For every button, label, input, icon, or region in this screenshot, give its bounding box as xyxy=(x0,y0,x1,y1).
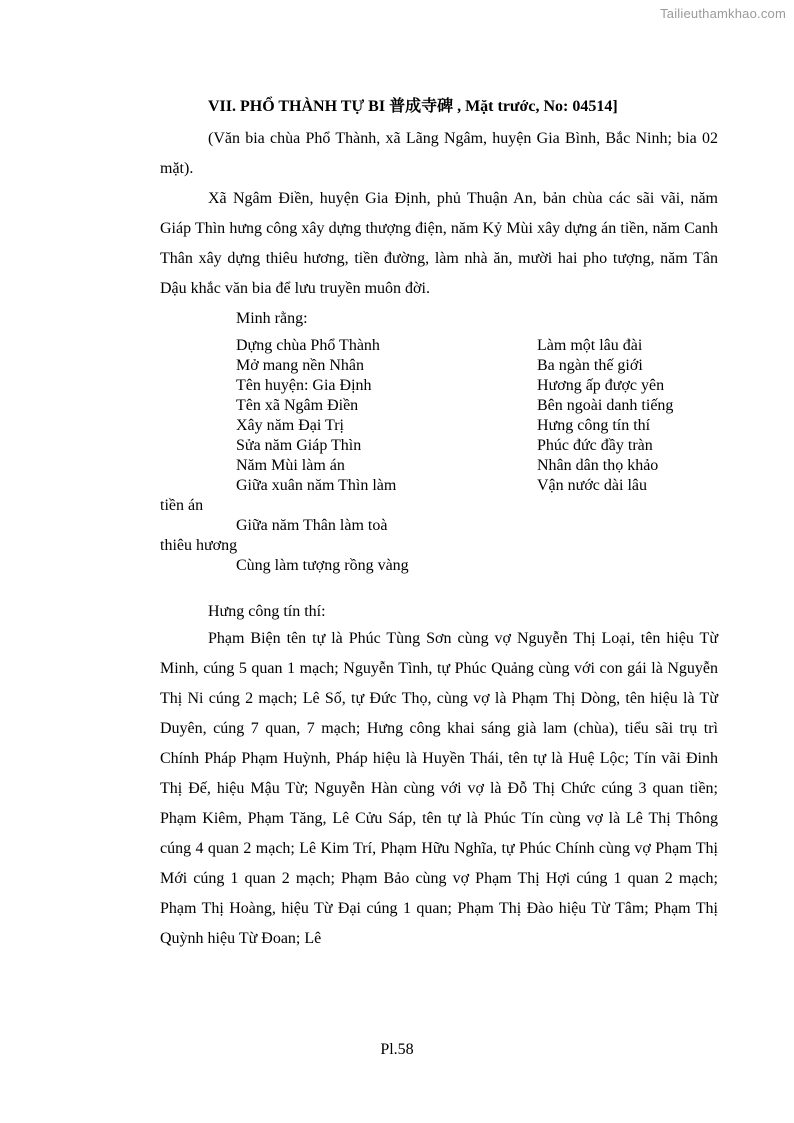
poem-line: Tên huyện: Gia Định xyxy=(236,377,372,394)
poem-line: Sửa năm Giáp Thìn xyxy=(236,437,362,454)
poem-line: Phúc đức đầy tràn xyxy=(537,437,653,454)
intro-paragraph: (Văn bia chùa Phổ Thành, xã Lãng Ngâm, huyện Gia Bình, Bắc Ninh; bia 02 mặt). xyxy=(160,130,718,177)
section-title: VII. PHỔ THÀNH TỰ BI 普成寺碑 , Mặt trước, No: 04514] xyxy=(208,98,618,115)
poem xyxy=(160,336,718,576)
body-paragraph-2: Phạm Biện tên tự là Phúc Tùng Sơn cùng vợ Nguyễn Thị Loại, tên hiệu Từ Minh, cúng 5 quan 1 mạch; Nguyễn Tình, tự Phúc Quảng cùng với con gái là Nguyễn Thị Ni cúng 2 mạch; Lê Số, tự Đức Thọ, cùng vợ là Phạm Thị Dòng, tên hiệu là Từ Duyên, cúng 7 quan, 7 mạch; Hưng công khai sáng già lam (chùa), tiểu sãi trụ trì Chính Pháp Phạm Huỳnh, Pháp hiệu là Huyền Thái, tên tự là Huệ Lộc; Tín vãi Đinh Thị Đế, hiệu Mậu Từ; Nguyễn Hàn cùng với vợ là Đỗ Thị Chức cúng 3 quan tiền; Phạm Kiêm, Phạm Tăng, Lê Cửu Sáp, tên tự là Phúc Tín cùng vợ là Lê Thị Thông cúng 4 quan 2 mạch; Lê Kim Trí, Phạm Hữu Nghĩa, tự Phúc Chính cùng vợ Phạm Thị Mới cúng 1 quan 2 mạch; Phạm Bảo cùng vợ Phạm Thị Hợi cúng 1 quan 2 mạch; Phạm Thị Hoàng, hiệu Từ Đại cúng 1 quan; Phạm Thị Đào hiệu Từ Tâm; Phạm Thị Quỳnh hiệu Từ Đoan; Lê xyxy=(160,630,718,947)
poem-line: Xây năm Đại Trị xyxy=(236,417,344,434)
poem-line: Nhân dân thọ khảo xyxy=(537,457,659,474)
poem-intro: Minh rằng: xyxy=(236,310,308,327)
poem-line: Ba ngàn thế giới xyxy=(537,357,643,374)
poem-right-column xyxy=(537,336,673,496)
poem-line: Giữa năm Thân làm toà thiêu hương xyxy=(160,517,388,554)
poem-line: Dựng chùa Phổ Thành xyxy=(236,337,380,354)
poem-line: Hương ấp được yên xyxy=(537,377,665,394)
body-paragraph-1: Xã Ngâm Điền, huyện Gia Định, phủ Thuận An, bản chùa các sãi vãi, năm Giáp Thìn hưng công xây dựng thượng điện, năm Kỷ Mùi xây dựng án tiền, năm Canh Thân xây dựng thiêu hương, tiền đường, làm nhà ăn, mười hai pho tượng, năm Tân Dậu khắc văn bia để lưu truyền muôn đời. xyxy=(160,190,718,297)
page-number: Pl.58 xyxy=(380,1041,414,1058)
poem-left-column xyxy=(160,336,420,576)
poem-line: Cùng làm tượng rồng vàng xyxy=(236,557,409,574)
poem-line: Giữa xuân năm Thìn làm tiền án xyxy=(160,477,397,514)
poem-line: Làm một lâu đài xyxy=(537,337,643,354)
poem-line: Vận nước dài lâu xyxy=(537,477,647,494)
document-body xyxy=(160,94,718,954)
donors-heading: Hưng công tín thí: xyxy=(208,603,326,620)
poem-line: Bên ngoài danh tiếng xyxy=(537,397,674,414)
watermark: Tailieuthamkhao.com xyxy=(660,6,786,21)
poem-line: Năm Mùi làm án xyxy=(236,457,345,474)
poem-line: Tên xã Ngâm Điền xyxy=(236,397,359,414)
poem-line: Hưng công tín thí xyxy=(537,417,651,434)
poem-line: Mở mang nền Nhân xyxy=(236,357,364,374)
